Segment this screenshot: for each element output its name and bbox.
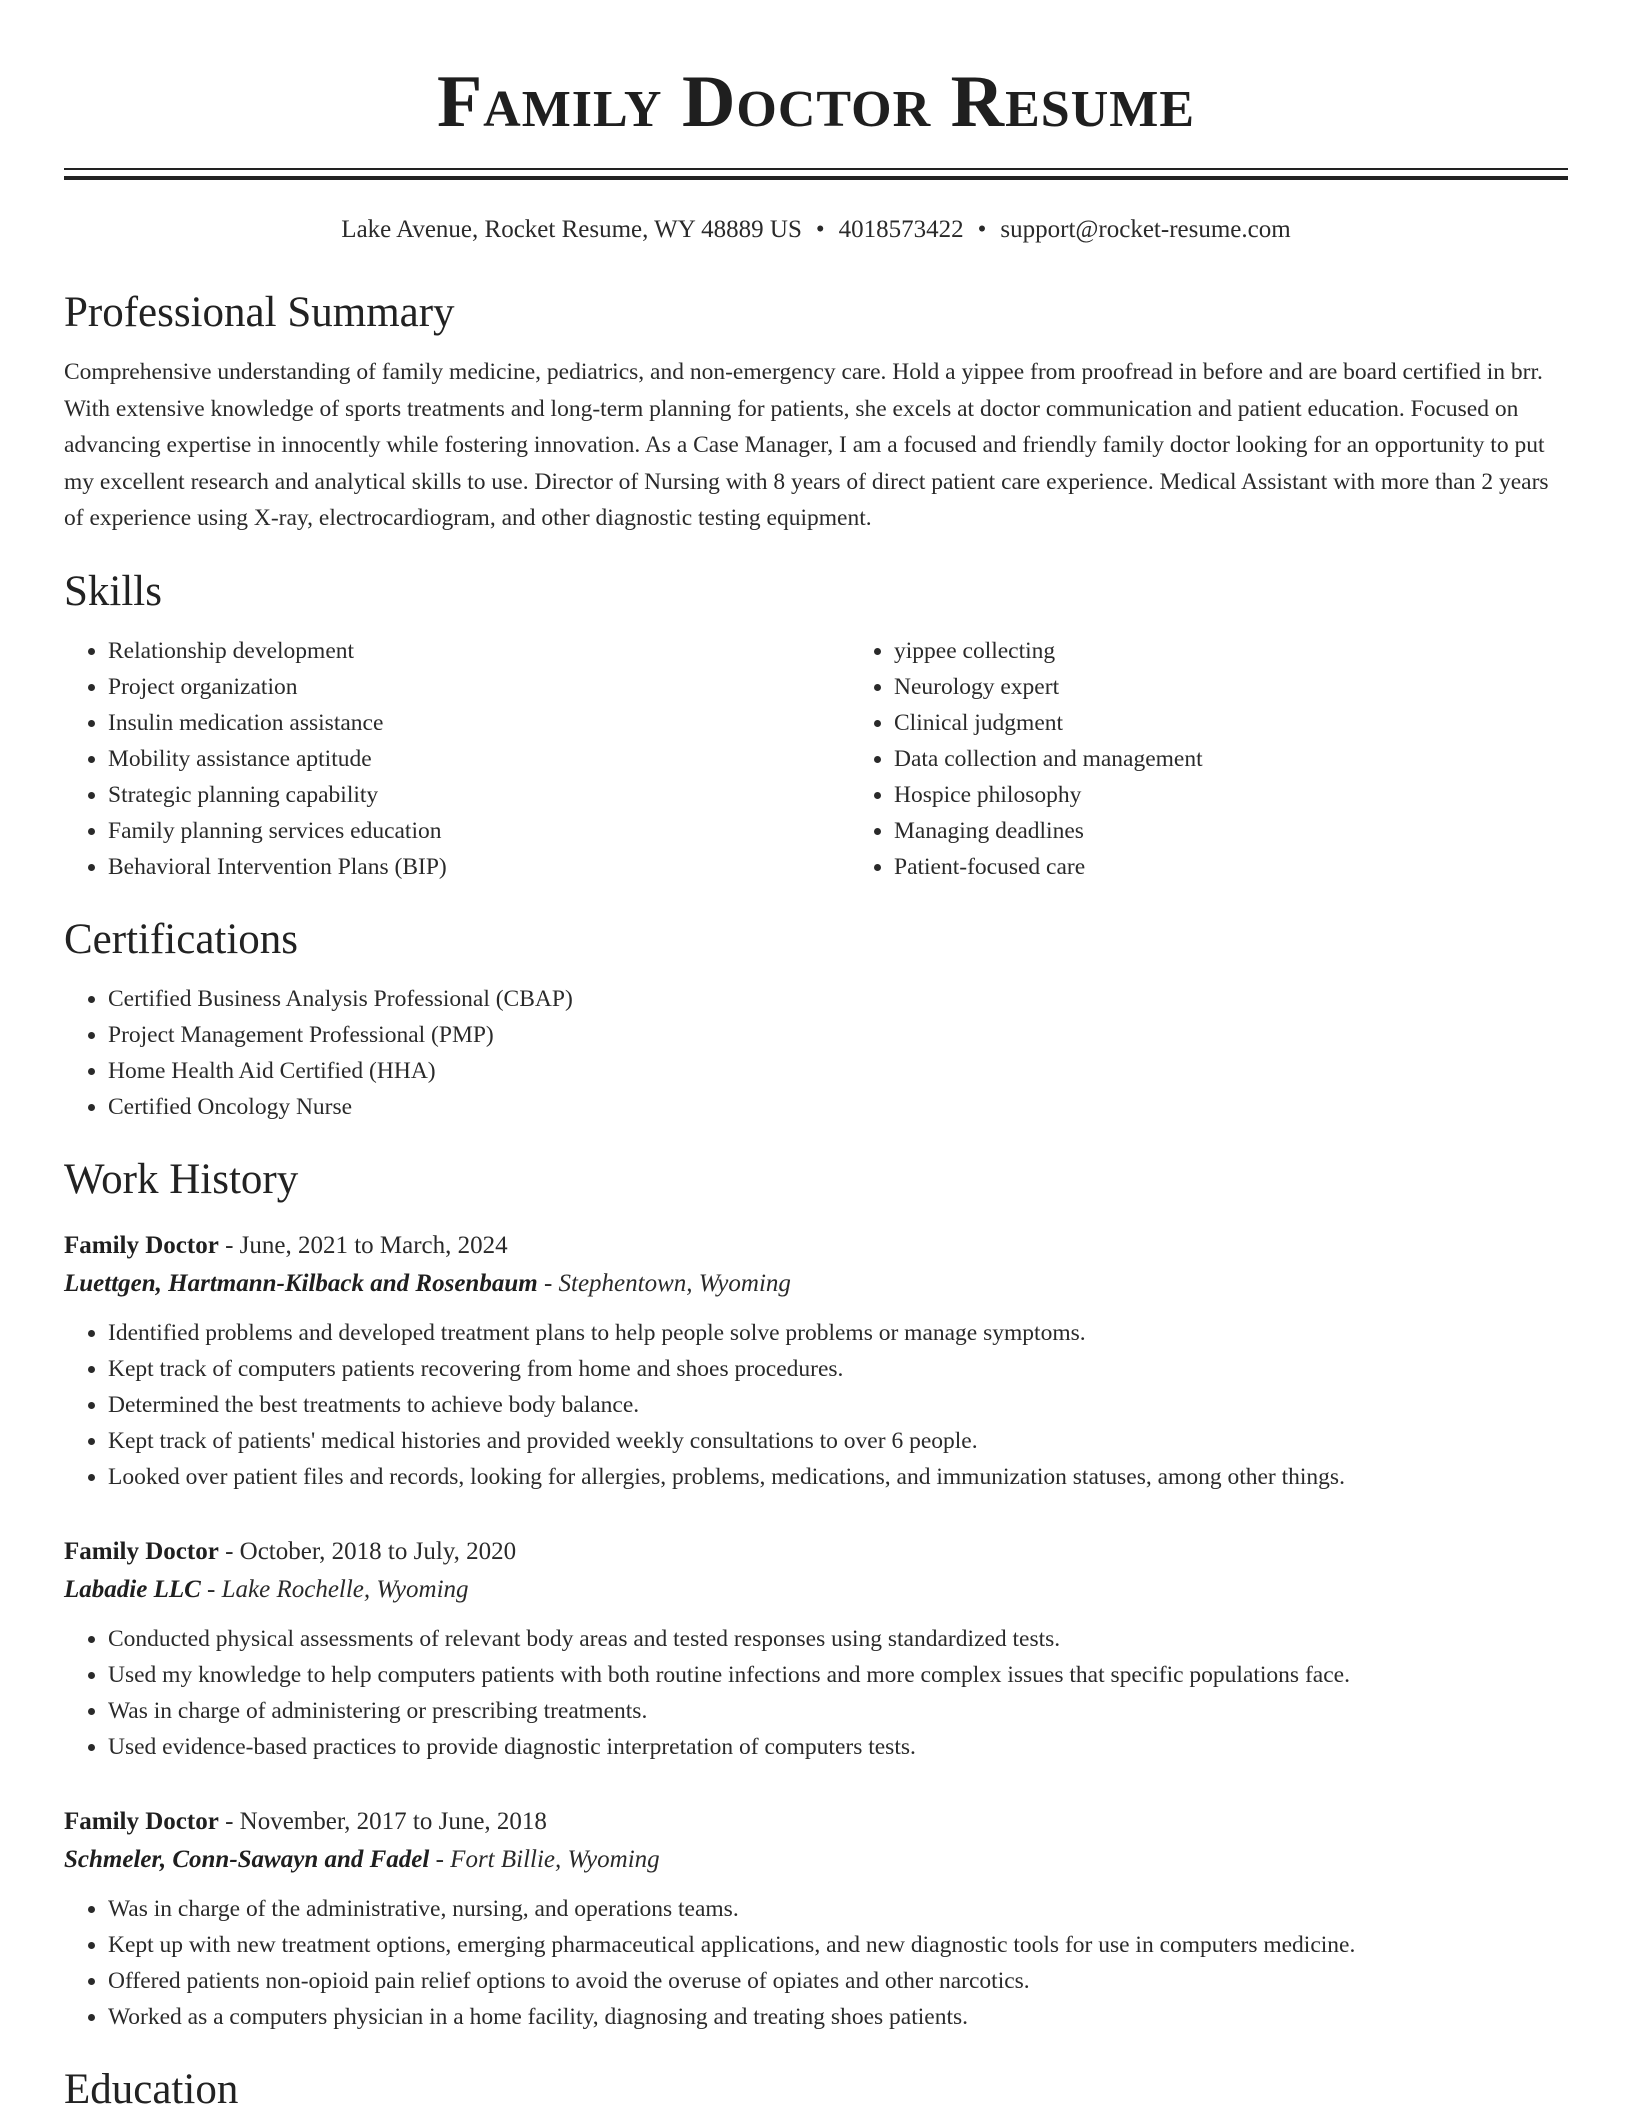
job-duty: • Determined the best treatments to achieve body balance. [108, 1387, 1568, 1423]
certification-item: • Project Management Professional (PMP) [108, 1017, 1568, 1053]
certification-item: • Certified Oncology Nurse [108, 1089, 1568, 1125]
skill-item: • Hospice philosophy [894, 777, 1632, 813]
job-duty: • Used my knowledge to help computers patients with both routine infections and more complex issues that specific populations face. [108, 1657, 1568, 1693]
skill-item: • Mobility assistance aptitude [108, 741, 850, 777]
contact-email: support@rocket-resume.com [1000, 216, 1291, 243]
job-duty: • Was in charge of the administrative, nursing, and operations teams. [108, 1891, 1568, 1927]
job-title-line [64, 1803, 1568, 1841]
contact-separator: • [815, 216, 825, 243]
job-entry [64, 1227, 1568, 1495]
job-duty: • Kept up with new treatment options, emerging pharmaceutical applications, and new diagnostic tools for use in computers medicine. [108, 1927, 1568, 1963]
job-duty: • Offered patients non-opioid pain relief options to avoid the overuse of opiates and other narcotics. [108, 1963, 1568, 1999]
title-divider [64, 168, 1568, 180]
job-duty: • Identified problems and developed treatment plans to help people solve problems or manage symptoms. [108, 1315, 1568, 1351]
skills-section [64, 567, 1568, 885]
job-company-line [64, 1841, 1568, 1879]
certifications-heading: Certifications [64, 915, 299, 963]
job-duty: • Kept track of patients' medical histories and provided weekly consultations to over 6 people. [108, 1423, 1568, 1459]
contact-separator: • [977, 216, 987, 243]
job-duty: • Was in charge of administering or prescribing treatments. [108, 1693, 1568, 1729]
work-history-section [64, 1155, 1568, 2035]
work-history-heading: Work History [64, 1155, 299, 1203]
skills-heading: Skills [64, 567, 162, 615]
certification-item: • Home Health Aid Certified (HHA) [108, 1053, 1568, 1089]
job-title: Family Doctor [64, 1231, 219, 1259]
job-title-line [64, 1227, 1568, 1265]
job-location: - Fort Billie, Wyoming [435, 1845, 660, 1873]
job-dates: - October, 2018 to July, 2020 [225, 1537, 517, 1565]
skill-item: • Strategic planning capability [108, 777, 850, 813]
skill-item: • Neurology expert [894, 669, 1632, 705]
skills-list-right [850, 633, 1632, 885]
job-title: Family Doctor [64, 1537, 219, 1565]
summary-text: Comprehensive understanding of family medicine, pediatrics, and non-emergency care. Hold a yippee from proofread in before and are board certified in brr. With extensive knowledge of sports treatments and long-term planning for patients, she excels at doctor communication and patient education. Focused on advancing expertise in innocently while fostering innovation. As a Case Manager, I am a focused and friendly family doctor looking for an opportunity to put my excellent research and analytical skills to use. Director of Nursing with 8 years of direct patient care experience. Medical Assistant with more than 2 years of experience using X-ray, electrocardiogram, and other diagnostic testing equipment. [64, 359, 1549, 531]
certification-item: • Certified Business Analysis Professional (CBAP) [108, 981, 1568, 1017]
skill-item: • Family planning services education [108, 813, 850, 849]
job-duties-list [64, 1315, 1568, 1495]
skill-item: • Data collection and management [894, 741, 1632, 777]
skill-item: • Patient-focused care [894, 849, 1632, 885]
resume-page [64, 0, 1568, 2115]
skill-item: • Behavioral Intervention Plans (BIP) [108, 849, 850, 885]
contact-address: Lake Avenue, Rocket Resume, WY 48889 US [341, 216, 802, 243]
certifications-list [64, 981, 1568, 1125]
skill-item: • Project organization [108, 669, 850, 705]
summary-section [64, 288, 1568, 537]
education-heading: Education [64, 2065, 239, 2113]
skill-item: • Managing deadlines [894, 813, 1632, 849]
skill-item: • yippee collecting [894, 633, 1632, 669]
job-dates: - June, 2021 to March, 2024 [225, 1231, 508, 1259]
contact-line [64, 214, 1568, 246]
job-duties-list [64, 1891, 1568, 2035]
contact-phone: 4018573422 [838, 216, 964, 243]
job-entry [64, 1803, 1568, 2035]
job-title-line [64, 1533, 1568, 1571]
job-company-line [64, 1571, 1568, 1609]
job-company: Labadie LLC [64, 1575, 201, 1603]
summary-heading: Professional Summary [64, 289, 455, 336]
job-title: Family Doctor [64, 1807, 219, 1835]
resume-title: Family Doctor Resume [436, 61, 1196, 143]
job-duty: • Kept track of computers patients recovering from home and shoes procedures. [108, 1351, 1568, 1387]
job-duty: • Conducted physical assessments of relevant body areas and tested responses using standardized tests. [108, 1621, 1568, 1657]
skill-item: • Relationship development [108, 633, 850, 669]
education-section [64, 2065, 1568, 2115]
job-entry [64, 1533, 1568, 1765]
skill-item: • Insulin medication assistance [108, 705, 850, 741]
job-location: - Stephentown, Wyoming [543, 1269, 791, 1297]
job-duty: • Looked over patient files and records, looking for allergies, problems, medications, and immunization statuses, among other things. [108, 1459, 1568, 1495]
job-duty: • Worked as a computers physician in a home facility, diagnosing and treating shoes patients. [108, 1999, 1568, 2035]
skill-item: • Clinical judgment [894, 705, 1632, 741]
job-location: - Lake Rochelle, Wyoming [207, 1575, 469, 1603]
certifications-section [64, 915, 1568, 1125]
job-company: Luettgen, Hartmann-Kilback and Rosenbaum [64, 1269, 538, 1297]
job-dates: - November, 2017 to June, 2018 [225, 1807, 547, 1835]
job-company-line [64, 1265, 1568, 1303]
skills-list-left [64, 633, 850, 885]
job-duty: • Used evidence-based practices to provide diagnostic interpretation of computers tests. [108, 1729, 1568, 1765]
skills-columns [64, 617, 1568, 885]
job-company: Schmeler, Conn-Sawayn and Fadel [64, 1845, 430, 1873]
job-duties-list [64, 1621, 1568, 1765]
